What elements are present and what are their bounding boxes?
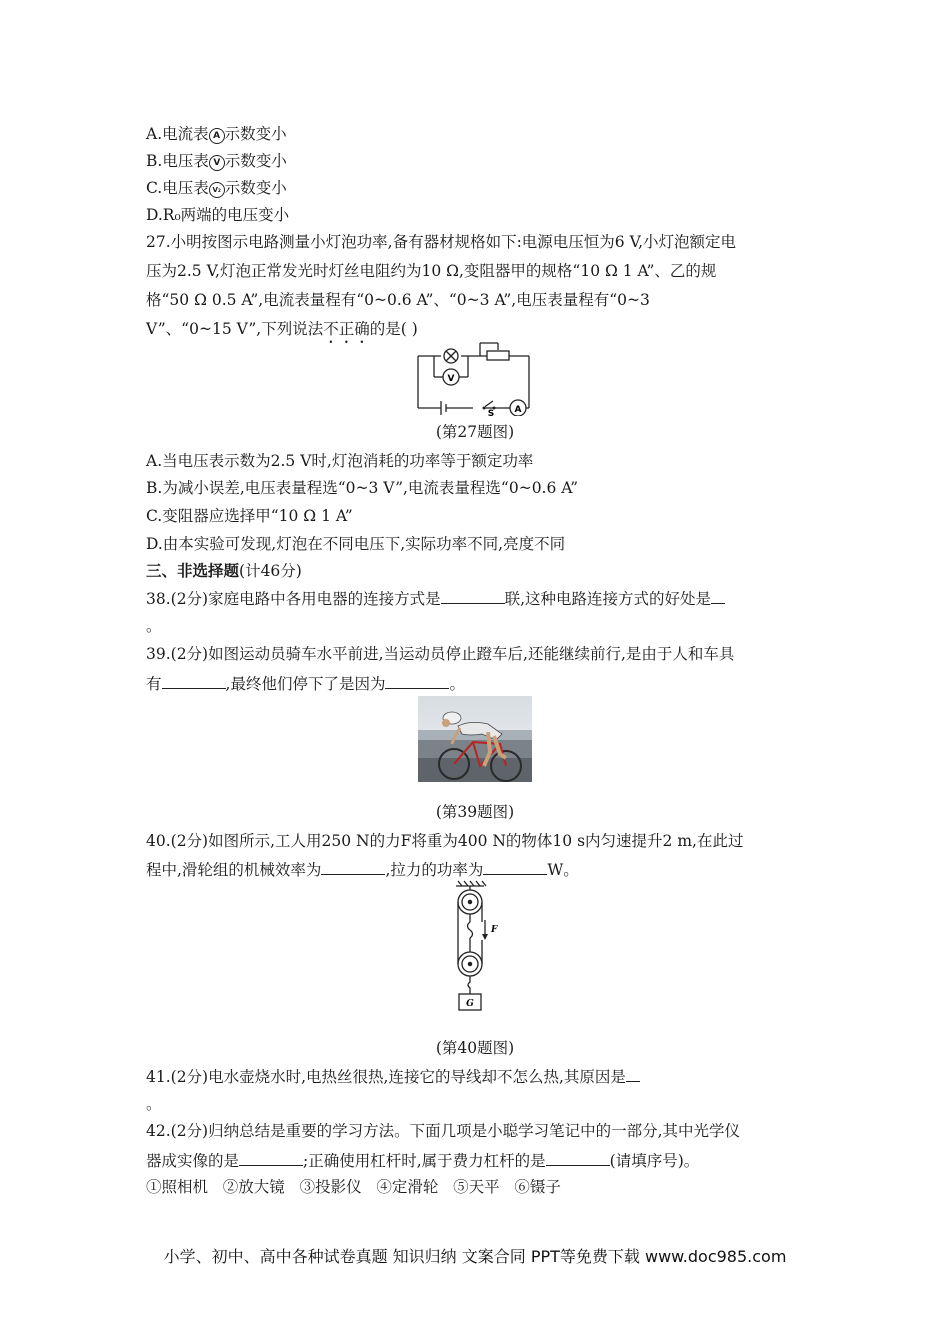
q42-line1: 42.(2分)归纳总结是重要的学习方法。下面几项是小聪学习笔记中的一部分,其中光学仪 xyxy=(146,1122,741,1140)
q27-line4: V”、“0~15 V”,下列说法不正确的是( ) xyxy=(146,320,418,338)
ammeter-icon: A xyxy=(209,128,225,144)
q26-option-a: A.电流表 A 示数变小 xyxy=(146,125,287,143)
q27-option-a: A.当电压表示数为2.5 V时,灯泡消耗的功率等于额定功率 xyxy=(146,452,534,470)
cyclist-photo xyxy=(418,696,532,782)
answer-blank[interactable] xyxy=(711,588,725,604)
voltmeter2-icon: V₂ xyxy=(209,182,225,198)
q40-caption: (第40题图) xyxy=(435,1039,515,1057)
q27-circuit-diagram xyxy=(415,340,533,416)
q39-line1: 39.(2分)如图运动员骑车水平前进,当运动员停止蹬车后,还能继续前行,是由于人和车具 xyxy=(146,645,735,663)
q26-option-c: C.电压表 V₂ 示数变小 xyxy=(146,179,287,197)
ammeter-label: A xyxy=(514,405,522,415)
q38-line2: 。 xyxy=(146,617,162,635)
q38-line1: 38.(2分)家庭电路中各用电器的连接方式是 联,这种电路连接方式的好处是 xyxy=(146,588,725,608)
answer-blank[interactable] xyxy=(483,859,547,875)
voltmeter-icon: V xyxy=(209,155,225,171)
q27-line2: 压为2.5 V,灯泡正常发光时灯丝电阻约为10 Ω,变阻器甲的规格“10 Ω 1 A”、乙的规 xyxy=(146,262,717,280)
q27-line1: 27.小明按图示电路测量小灯泡功率,备有器材规格如下:电源电压恒为6 V,小灯泡额定电 xyxy=(146,233,737,251)
section-heading: 三、非选择题(计46分) xyxy=(146,561,302,580)
q26-option-d: D.R₀两端的电压变小 xyxy=(146,206,290,224)
voltmeter-label: V xyxy=(447,374,455,384)
q40-line1: 40.(2分)如图所示,工人用250 N的力F将重为400 N的物体10 s内匀速提升2 m,在此过 xyxy=(146,832,744,850)
q27-option-c: C.变阻器应选择甲“10 Ω 1 A” xyxy=(146,507,353,525)
q42-line2: 器成实像的是 ;正确使用杠杆时,属于费力杠杆的是 (请填序号)。 xyxy=(146,1152,700,1170)
answer-blank[interactable] xyxy=(546,1150,610,1166)
q40-pulley-diagram xyxy=(448,880,504,1016)
q27-caption: (第27题图) xyxy=(435,423,515,441)
q40-line2: 程中,滑轮组的机械效率为 ,拉力的功率为 W。 xyxy=(146,861,579,879)
answer-blank[interactable] xyxy=(385,673,449,689)
q27-option-d: D.由本实验可发现,灯泡在不同电压下,实际功率不同,亮度不同 xyxy=(146,535,566,553)
q39-caption: (第39题图) xyxy=(435,803,515,821)
q27-option-b: B.为减小误差,电压表量程选“0~3 V”,电流表量程选“0~0.6 A” xyxy=(146,479,579,497)
q41-line1: 41.(2分)电水壶烧水时,电热丝很热,连接它的导线却不怎么热,其原因是 xyxy=(146,1066,640,1086)
answer-blank[interactable] xyxy=(441,588,505,604)
q42-options: ①照相机 ②放大镜 ③投影仪 ④定滑轮 ⑤天平 ⑥镊子 xyxy=(146,1178,561,1196)
answer-blank[interactable] xyxy=(321,859,385,875)
answer-blank[interactable] xyxy=(626,1066,640,1082)
emphasis-text: 不正确 xyxy=(323,320,370,338)
q41-line2: 。 xyxy=(146,1095,162,1113)
force-label: F xyxy=(491,925,498,935)
q39-line2: 有 ,最终他们停下了是因为 。 xyxy=(146,675,465,693)
q26-option-b: B.电压表 V 示数变小 xyxy=(146,152,287,170)
answer-blank[interactable] xyxy=(162,673,226,689)
footer-text: 小学、初中、高中各种试卷真题 知识归纳 文案合同 PPT等免费下载 www.doc985.com xyxy=(163,1247,787,1266)
switch-label: S xyxy=(487,409,495,416)
answer-blank[interactable] xyxy=(239,1150,303,1166)
q27-line3: 格“50 Ω 0.5 A”,电流表量程有“0~0.6 A”、“0~3 A”,电压表量程有“0~3 xyxy=(146,291,650,309)
weight-label: G xyxy=(466,999,474,1009)
